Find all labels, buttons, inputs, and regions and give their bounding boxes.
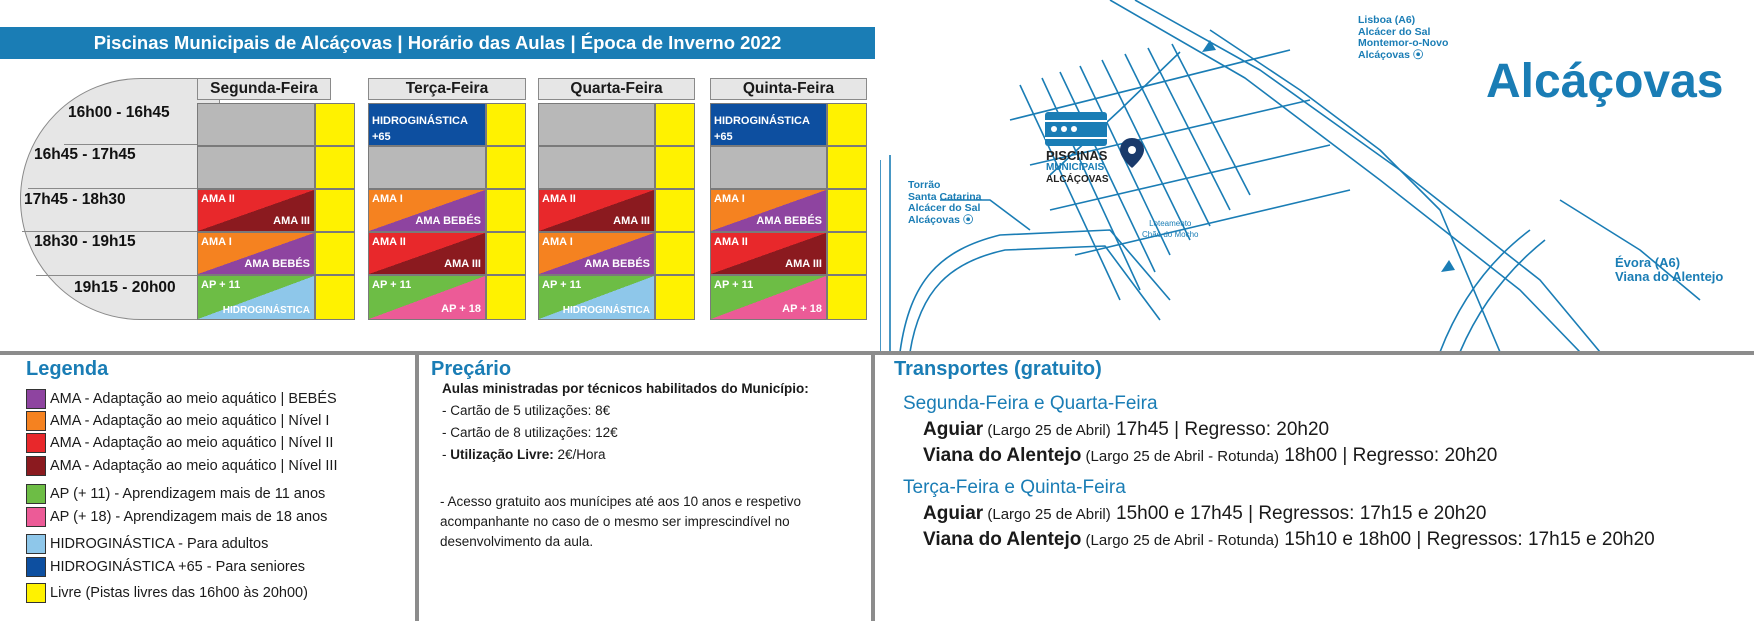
schedule-cell-ap11-hidro	[538, 275, 655, 320]
legend-swatch	[26, 484, 46, 504]
schedule-cell-ama1-bebes	[368, 189, 486, 232]
schedule-cell-free-lane	[486, 232, 526, 275]
map-label-west: Torrão Santa Catarina Alcácer do Sal Alcáçovas ⦿	[908, 179, 982, 226]
legend-item: HIDROGINÁSTICA +65 - Para seniores	[26, 557, 305, 577]
class-label: AMA II	[714, 236, 748, 248]
class-label: AP + 11	[372, 279, 412, 291]
schedule-cell-free-lane	[655, 146, 695, 189]
schedule-cell-empty	[197, 146, 315, 189]
legend-swatch	[26, 507, 46, 527]
time-divider	[22, 231, 220, 232]
pricing-line: - Cartão de 8 utilizações: 12€	[442, 425, 618, 440]
class-label: HIDROGINÁSTICA	[562, 305, 650, 316]
class-label: AMA III	[273, 215, 310, 227]
time-slot-1: 16h00 - 16h45	[68, 104, 170, 121]
transport-title: Transportes (gratuito)	[894, 358, 1102, 380]
pricing-note: - Acesso gratuito aos munícipes até aos 10 anos e respetivo acompanhante no caso de o mesmo ser imprescindível no desenvolvimento da aula.	[440, 494, 801, 549]
schedule-cell-free-lane	[315, 189, 355, 232]
class-label: HIDROGINÁSTICA +65	[372, 115, 468, 143]
schedule-cell-free-lane	[315, 146, 355, 189]
class-label: AMA BEBÉS	[584, 258, 650, 270]
schedule-cell-free-lane	[827, 189, 867, 232]
schedule-cell-free-lane	[315, 275, 355, 320]
pricing-line: - Utilização Livre: 2€/Hora	[442, 447, 606, 462]
legend-swatch	[26, 534, 46, 554]
schedule-cell-empty	[197, 103, 315, 146]
map-label-loteamento: Loteamento Chão do Mocho	[1142, 219, 1199, 239]
schedule-cell-free-lane	[486, 146, 526, 189]
legend-item: AMA - Adaptação ao meio aquático | Nível III	[26, 456, 337, 476]
transport-route: Viana do Alentejo (Largo 25 de Abril - Rotunda) 18h00 | Regresso: 20h20	[923, 445, 1498, 466]
section-divider	[0, 351, 1754, 355]
legend-swatch	[26, 411, 46, 431]
pricing-subtitle: Aulas ministradas por técnicos habilitados do Município:	[442, 381, 809, 396]
class-label: AMA III	[785, 258, 822, 270]
logo-text: PISCINAS	[1046, 148, 1108, 163]
legend-item: AMA - Adaptação ao meio aquático | Nível II	[26, 433, 333, 453]
transport-route: Viana do Alentejo (Largo 25 de Abril - Rotunda) 15h10 e 18h00 | Regressos: 17h15 e 20h20	[923, 529, 1655, 550]
pool-logo-icon	[1045, 112, 1107, 146]
time-divider	[28, 188, 220, 189]
transport-day-group: Segunda-Feira e Quarta-Feira	[903, 393, 1158, 414]
schedule-cell-empty	[538, 146, 655, 189]
class-label: AP + 18	[782, 303, 822, 315]
pricing-title: Preçário	[431, 358, 512, 380]
schedule-cell-hidro65	[710, 103, 827, 146]
schedule-cell-empty	[710, 146, 827, 189]
class-label: AMA III	[444, 258, 481, 270]
schedule-cell-free-lane	[827, 103, 867, 146]
schedule-cell-ap11-ap18	[710, 275, 827, 320]
map-label-east: Évora (A6) Viana do Alentejo	[1615, 255, 1724, 284]
logo-text: ALCÁÇOVAS	[1046, 174, 1109, 185]
schedule-cell-free-lane	[655, 103, 695, 146]
time-slot-2: 16h45 - 17h45	[34, 146, 136, 163]
schedule-cell-free-lane	[315, 232, 355, 275]
transport-route: Aguiar (Largo 25 de Abril) 15h00 e 17h45 | Regressos: 17h15 e 20h20	[923, 503, 1487, 524]
schedule-cell-free-lane	[827, 146, 867, 189]
legend-title: Legenda	[26, 358, 109, 380]
map-label-north: Lisboa (A6) Alcácer do Sal Montemor-o-Novo Alcáçovas ⦿	[1358, 14, 1449, 61]
day-header-monday: Segunda-Feira	[197, 78, 331, 100]
legend-swatch	[26, 557, 46, 577]
pricing-line: - Cartão de 5 utilizações: 8€	[442, 403, 611, 418]
schedule-cell-free-lane	[827, 232, 867, 275]
time-slot-5: 19h15 - 20h00	[74, 279, 176, 296]
time-slot-4: 18h30 - 19h15	[34, 233, 136, 250]
schedule-cell-ap11-hidro	[197, 275, 315, 320]
schedule-cell-ama2-ama3	[538, 189, 655, 232]
schedule-cell-ama2-ama3	[197, 189, 315, 232]
section-divider	[871, 355, 875, 621]
class-label: AMA I	[201, 236, 232, 248]
legend-item: AP (+ 11) - Aprendizagem mais de 11 anos	[26, 484, 325, 504]
schedule-cell-ama2-ama3	[368, 232, 486, 275]
transport-route: Aguiar (Largo 25 de Abril) 17h45 | Regresso: 20h20	[923, 419, 1330, 440]
location-map	[880, 0, 1754, 352]
class-label: AMA II	[372, 236, 406, 248]
day-header-wednesday: Quarta-Feira	[538, 78, 695, 100]
class-label: HIDROGINÁSTICA +65	[714, 115, 810, 143]
legend-item: AP (+ 18) - Aprendizagem mais de 18 anos	[26, 507, 327, 527]
class-label: AP + 18	[441, 303, 481, 315]
section-divider	[415, 355, 419, 621]
class-label: AMA BEBÉS	[244, 258, 310, 270]
legend-swatch	[26, 456, 46, 476]
legend-item: Livre (Pistas livres das 16h00 às 20h00)	[26, 583, 308, 603]
day-header-tuesday: Terça-Feira	[368, 78, 526, 100]
schedule-cell-hidro65	[368, 103, 486, 146]
schedule-cell-free-lane	[655, 275, 695, 320]
schedule-cell-empty	[538, 103, 655, 146]
legend-swatch	[26, 433, 46, 453]
class-label: AMA I	[714, 193, 745, 205]
day-header-thursday: Quinta-Feira	[710, 78, 867, 100]
class-label: AMA II	[542, 193, 576, 205]
schedule-cell-ap11-ap18	[368, 275, 486, 320]
schedule-cell-free-lane	[486, 189, 526, 232]
schedule-cell-ama1-bebes	[538, 232, 655, 275]
class-label: AMA I	[542, 236, 573, 248]
legend-swatch	[26, 583, 46, 603]
class-label: AMA BEBÉS	[415, 215, 481, 227]
schedule-cell-ama2-ama3	[710, 232, 827, 275]
class-label: AP + 11	[201, 279, 241, 291]
schedule-cell-free-lane	[486, 275, 526, 320]
class-label: AP + 11	[542, 279, 582, 291]
class-label: AP + 11	[714, 279, 754, 291]
schedule-cell-ama1-bebes	[710, 189, 827, 232]
schedule-cell-free-lane	[655, 189, 695, 232]
time-divider	[36, 275, 220, 276]
schedule-cell-ama1-bebes	[197, 232, 315, 275]
class-label: AMA III	[613, 215, 650, 227]
town-name: Alcáçovas	[1486, 55, 1724, 108]
legend-item: HIDROGINÁSTICA - Para adultos	[26, 534, 268, 554]
class-label: AMA BEBÉS	[756, 215, 822, 227]
class-label: AMA II	[201, 193, 235, 205]
class-label: HIDROGINÁSTICA	[222, 305, 310, 316]
schedule-cell-free-lane	[827, 275, 867, 320]
schedule-cell-free-lane	[486, 103, 526, 146]
logo-text: MUNICIPAIS	[1046, 162, 1105, 173]
legend-item: AMA - Adaptação ao meio aquático | Nível I	[26, 411, 329, 431]
schedule-cell-free-lane	[315, 103, 355, 146]
legend-swatch	[26, 389, 46, 409]
class-label: AMA I	[372, 193, 403, 205]
page-title: Piscinas Municipais de Alcáçovas | Horário das Aulas | Época de Inverno 2022	[0, 27, 875, 59]
time-slot-3: 17h45 - 18h30	[24, 191, 126, 208]
schedule-cell-empty	[368, 146, 486, 189]
transport-day-group: Terça-Feira e Quinta-Feira	[903, 477, 1126, 498]
schedule-cell-free-lane	[655, 232, 695, 275]
legend-item: AMA - Adaptação ao meio aquático | BEBÉS	[26, 389, 337, 409]
